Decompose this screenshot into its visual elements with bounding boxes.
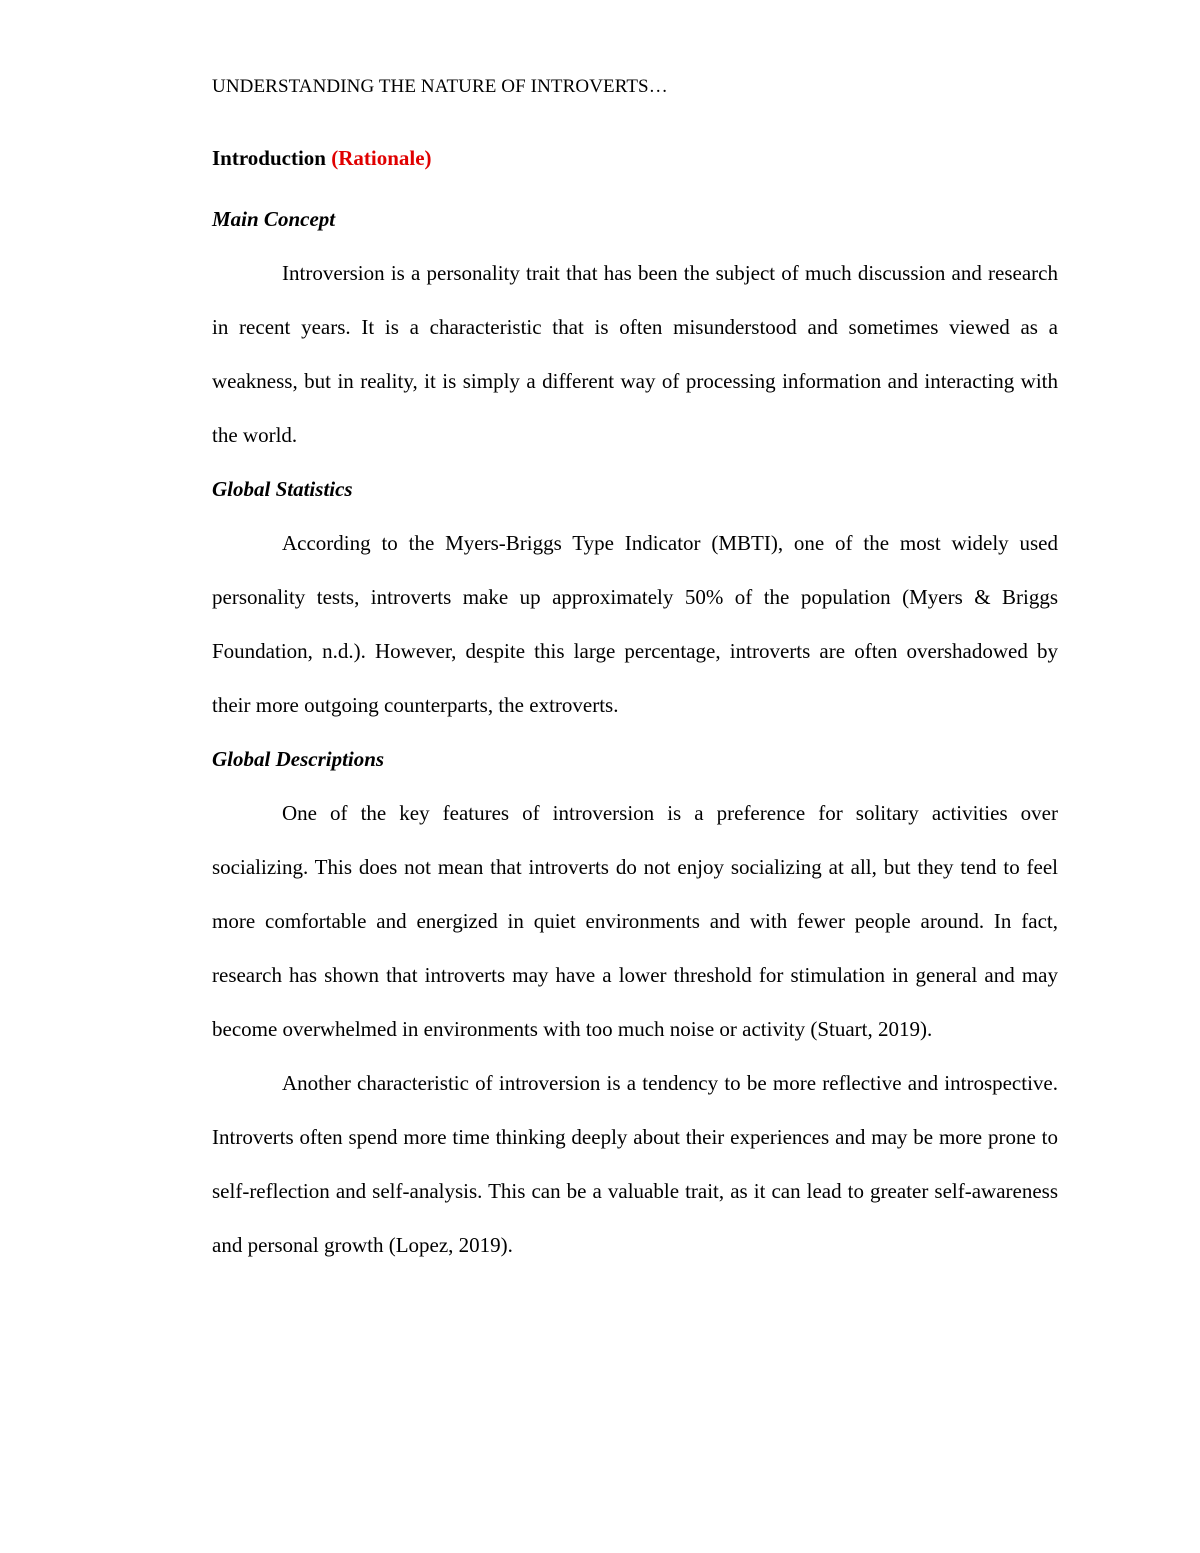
global-statistics-paragraph: According to the Myers-Briggs Type Indicator (MBTI), one of the most widely used personality tests, introverts make up approximately 50% of the population (Myers & Briggs Foundation, n.d.). However, despite this large percentage, introverts are often overshadowed by their more outgoing counterparts, the extroverts. xyxy=(212,531,1058,717)
global-descriptions-paragraph-2: Another characteristic of introversion is a tendency to be more reflective and introspective. Introverts often spend more time thinking deeply about their experiences and may be more prone to self-reflection and self-analysis. This can be a valuable trait, as it can lead to greater self-awareness and personal growth (Lopez, 2019). xyxy=(212,1071,1058,1257)
section-title xyxy=(212,138,1058,192)
title-note: (Rationale) xyxy=(331,146,432,170)
main-concept-paragraph: Introversion is a personality trait that has been the subject of much discussion and research in recent years. It is a characteristic that is often misunderstood and sometimes viewed as a weakness, but in reality, it is simply a different way of processing information and interacting with the world. xyxy=(212,261,1058,447)
global-statistics-heading: Global Statistics xyxy=(212,477,353,501)
title-text: Introduction xyxy=(212,146,326,170)
global-descriptions-paragraph-1: One of the key features of introversion is a preference for solitary activities over socializing. This does not mean that introverts do not enjoy socializing at all, but they tend to feel more comfortable and energized in quiet environments and with fewer people around. In fact, research has shown that introverts may have a lower threshold for stimulation in general and may become overwhelmed in environments with too much noise or activity (Stuart, 2019). xyxy=(212,801,1058,1041)
document-body xyxy=(212,138,1058,1272)
main-concept-heading: Main Concept xyxy=(212,207,336,231)
global-descriptions-heading: Global Descriptions xyxy=(212,747,385,771)
running-head: UNDERSTANDING THE NATURE OF INTROVERTS… xyxy=(212,76,668,97)
